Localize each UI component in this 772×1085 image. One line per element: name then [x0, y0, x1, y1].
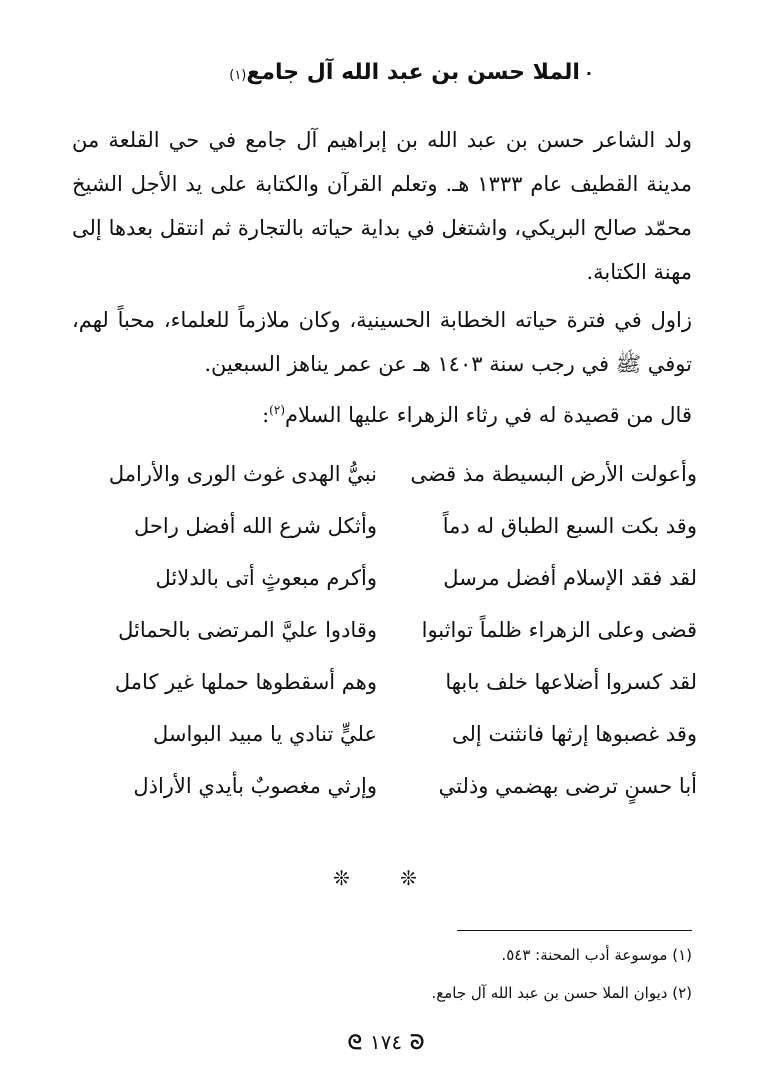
poem-verse: [77, 722, 697, 774]
poem-verse: [77, 462, 697, 514]
verse-second-hemistich: وقادوا عليَّ المرتضى بالحمائل: [118, 618, 377, 642]
biography-paragraph-1: ولد الشاعر حسن بن عبد الله بن إبراهيم آل جامع في حي القلعة من مدينة القطيف عام ١٣٣٣ هـ. وتعلم القرآن والكتابة على يد الأجل الشيخ محمّد صالح البريكي، واشتغل في بداية حياته بالتجارة ثم انتقل بعدها إلى مهنة الكتابة.: [72, 128, 692, 284]
page-number-value: ١٧٤: [369, 1030, 403, 1054]
poem-verse: [77, 514, 697, 566]
poem-verse: [77, 566, 697, 618]
poem-intro-footnote-marker: (٢): [269, 403, 285, 417]
poem-intro-colon: :: [262, 403, 270, 427]
poem-verse: [77, 618, 697, 670]
heading-title: الملا حسن بن عبد الله آل جامع: [246, 60, 580, 85]
heading-bullet: ·: [585, 64, 592, 83]
footnote-1: (١) موسوعة أدب المحنة: ٥٤٣.: [501, 946, 692, 964]
verse-first-hemistich: أبا حسنٍ ترضى بهضمي وذلتي: [438, 774, 697, 798]
poem-verse: [77, 774, 697, 826]
verse-first-hemistich: وأعولت الأرض البسيطة مذ قضى: [410, 462, 697, 486]
footnote-2: (٢) ديوان الملا حسن بن عبد الله آل جامع.: [431, 984, 692, 1002]
verse-first-hemistich: وقد غصبوها إرثها فانثنت إلى: [452, 722, 697, 746]
verse-first-hemistich: قضى وعلى الزهراء ظلماً تواثبوا: [421, 618, 697, 642]
page-ornament-right: ᘐ: [410, 1030, 425, 1054]
verse-first-hemistich: لقد فقد الإسلام أفضل مرسل: [443, 566, 697, 590]
page-ornament-left: ᘓ: [347, 1030, 362, 1054]
footnote-rule: [457, 930, 692, 931]
verse-first-hemistich: لقد كسروا أضلاعها خلف بابها: [445, 670, 697, 694]
section-heading: [172, 60, 592, 85]
poem-intro-text: قال من قصيدة له في رثاء الزهراء عليها السلام: [285, 403, 692, 427]
verse-second-hemistich: وأثكل شرع الله أفضل راحل: [133, 514, 377, 538]
poem-intro-paragraph: [72, 388, 692, 437]
verse-second-hemistich: نبيُّ الهدى غوث الورى والأرامل: [108, 462, 377, 486]
heading-footnote-marker: (١): [229, 68, 247, 83]
verse-second-hemistich: وإرثي مغصوبٌ بأيدي الأراذل: [133, 774, 377, 798]
verse-first-hemistich: وقد بكت السبع الطباق له دماً: [442, 514, 697, 538]
verse-second-hemistich: وأكرم مبعوثٍ أتى بالدلائل: [155, 566, 377, 590]
verse-second-hemistich: وهم أسقطوها حملها غير كامل: [114, 670, 377, 694]
poem-verse: [77, 670, 697, 722]
section-separator: ❊ ❊: [333, 866, 439, 890]
verse-second-hemistich: عليٍّ تنادي يا مبيد البواسل: [153, 722, 377, 746]
biography-paragraph-2: زاول في فترة حياته الخطابة الحسينية، وكان ملازماً للعلماء، محباً لهم، توفي ﷺ في رجب سنة ١٤٠٣ هـ عن عمر يناهز السبعين.: [72, 308, 692, 376]
page-number: [0, 1030, 772, 1054]
